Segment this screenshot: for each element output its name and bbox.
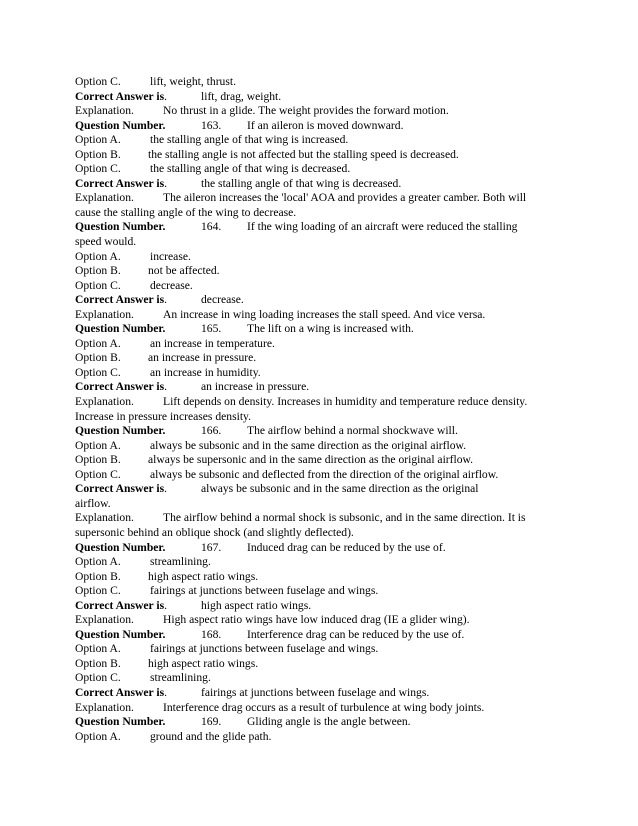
line-label: Option B. (75, 453, 121, 467)
text-line (75, 191, 575, 206)
line-label: Correct Answer is (75, 293, 165, 307)
line-text: Lift depends on density. Increases in humidity and temperature reduce density. (163, 395, 528, 409)
line-text: Interference drag occurs as a result of turbulence at wing body joints. (163, 700, 485, 714)
line-label: Option C. (75, 162, 121, 176)
line-text: streamlining. (150, 671, 211, 685)
continuation-text: airflow. (75, 496, 111, 510)
label-period: . (164, 89, 167, 103)
text-line (75, 293, 575, 308)
question-number: 163. (201, 118, 222, 132)
line-text: The airflow behind a normal shock is subsonic, and in the same direction. It is (163, 511, 526, 525)
text-line (75, 628, 575, 643)
line-text: fairings at junctions between fuselage and wings. (150, 584, 379, 598)
text-line (75, 468, 575, 483)
line-label: Correct Answer is (75, 380, 165, 394)
line-label: Explanation. (75, 191, 134, 205)
text-line (75, 366, 575, 381)
text-line (75, 424, 575, 439)
line-label: Option A. (75, 642, 121, 656)
label-period: . (164, 482, 167, 496)
line-label: Option B. (75, 569, 121, 583)
line-label: Question Number. (75, 118, 166, 132)
text-line (75, 220, 575, 235)
line-label: Explanation. (75, 613, 134, 627)
line-text: Interference drag can be reduced by the use of. (247, 627, 465, 641)
label-period: . (164, 380, 167, 394)
question-number: 165. (201, 322, 222, 336)
text-line (75, 337, 575, 352)
text-line (75, 584, 575, 599)
line-label: Option A. (75, 336, 121, 350)
line-label: Option C. (75, 75, 121, 88)
line-label: Question Number. (75, 322, 166, 336)
text-line (75, 75, 575, 90)
line-label: Explanation. (75, 307, 134, 321)
document-page (75, 75, 575, 744)
text-line (75, 555, 575, 570)
line-text: decrease. (150, 278, 193, 292)
line-text: an increase in temperature. (150, 336, 275, 350)
line-text: high aspect ratio wings. (201, 598, 312, 612)
text-line (75, 570, 575, 585)
line-label: Correct Answer is (75, 482, 165, 496)
text-line (75, 686, 575, 701)
line-label: Option B. (75, 656, 121, 670)
line-text: fairings at junctions between fuselage and wings. (150, 642, 379, 656)
line-text: Induced drag can be reduced by the use of. (247, 540, 446, 554)
line-text: high aspect ratio wings. (148, 656, 259, 670)
text-line (75, 351, 575, 366)
line-text: high aspect ratio wings. (148, 569, 259, 583)
line-label: Option A. (75, 555, 121, 569)
line-text: the stalling angle is not affected but the stalling speed is decreased. (148, 147, 459, 161)
label-period: . (164, 685, 167, 699)
line-label: Option C. (75, 467, 121, 481)
text-line (75, 410, 575, 425)
line-text: an increase in pressure. (201, 380, 310, 394)
text-line (75, 526, 575, 541)
line-text: An increase in wing loading increases the stall speed. And vice versa. (163, 307, 486, 321)
question-number: 166. (201, 424, 222, 438)
line-text: The airflow behind a normal shockwave will. (247, 424, 458, 438)
text-line (75, 497, 575, 512)
text-line (75, 104, 575, 119)
line-label: Option A. (75, 133, 121, 147)
line-text: always be subsonic and deflected from the direction of the original airflow. (150, 467, 499, 481)
line-text: not be affected. (148, 264, 220, 278)
line-label: Option C. (75, 671, 121, 685)
line-label: Correct Answer is (75, 598, 165, 612)
line-label: Option C. (75, 365, 121, 379)
line-label: Explanation. (75, 104, 134, 118)
text-line (75, 657, 575, 672)
line-text: the stalling angle of that wing is increased. (150, 133, 349, 147)
text-line (75, 235, 575, 250)
continuation-text: supersonic behind an oblique shock (and slightly deflected). (75, 525, 354, 539)
text-line (75, 177, 575, 192)
text-line (75, 119, 575, 134)
text-line (75, 511, 575, 526)
line-label: Option B. (75, 264, 121, 278)
text-line (75, 541, 575, 556)
text-line (75, 206, 575, 221)
line-text: decrease. (201, 293, 244, 307)
line-label: Question Number. (75, 715, 166, 729)
question-number: 164. (201, 220, 222, 234)
line-text: fairings at junctions between fuselage and wings. (201, 685, 430, 699)
line-text: increase. (150, 249, 191, 263)
line-label: Question Number. (75, 220, 166, 234)
continuation-text: Increase in pressure increases density. (75, 409, 251, 423)
text-line (75, 90, 575, 105)
text-line (75, 599, 575, 614)
text-line (75, 671, 575, 686)
line-label: Option C. (75, 584, 121, 598)
line-label: Option B. (75, 351, 121, 365)
line-text: If an aileron is moved downward. (247, 118, 404, 132)
line-text: The lift on a wing is increased with. (247, 322, 414, 336)
question-number: 168. (201, 627, 222, 641)
line-text: always be subsonic and in the same direction as the original (201, 482, 479, 496)
text-line (75, 162, 575, 177)
text-line (75, 279, 575, 294)
line-label: Option C. (75, 278, 121, 292)
line-text: The aileron increases the 'local' AOA and provides a greater camber. Both will (163, 191, 527, 205)
text-line (75, 613, 575, 628)
text-line (75, 395, 575, 410)
line-label: Question Number. (75, 424, 166, 438)
text-line (75, 380, 575, 395)
text-line (75, 701, 575, 716)
line-label: Explanation. (75, 511, 134, 525)
question-number: 169. (201, 715, 222, 729)
line-text: always be supersonic and in the same direction as the original airflow. (148, 453, 474, 467)
line-label: Question Number. (75, 540, 166, 554)
line-label: Explanation. (75, 700, 134, 714)
line-text: If the wing loading of an aircraft were reduced the stalling (247, 220, 518, 234)
line-label: Correct Answer is (75, 176, 165, 190)
line-label: Option A. (75, 438, 121, 452)
question-number: 167. (201, 540, 222, 554)
line-text: the stalling angle of that wing is decreased. (150, 162, 351, 176)
line-label: Option A. (75, 729, 121, 743)
line-text: an increase in humidity. (150, 365, 261, 379)
line-label: Correct Answer is (75, 685, 165, 699)
line-text: No thrust in a glide. The weight provides the forward motion. (163, 104, 449, 118)
text-line (75, 642, 575, 657)
text-line (75, 715, 575, 730)
text-line (75, 730, 575, 745)
text-line (75, 250, 575, 265)
continuation-text: speed would. (75, 235, 137, 249)
line-text: High aspect ratio wings have low induced drag (IE a glider wing). (163, 613, 470, 627)
text-line (75, 148, 575, 163)
continuation-text: cause the stalling angle of the wing to decrease. (75, 205, 297, 219)
line-label: Explanation. (75, 395, 134, 409)
line-label: Question Number. (75, 627, 166, 641)
label-period: . (164, 176, 167, 190)
line-text: Gliding angle is the angle between. (247, 715, 411, 729)
text-line (75, 133, 575, 148)
text-line (75, 322, 575, 337)
line-text: lift, drag, weight. (201, 89, 282, 103)
line-text: streamlining. (150, 555, 211, 569)
text-line (75, 453, 575, 468)
label-period: . (164, 293, 167, 307)
line-label: Option B. (75, 147, 121, 161)
line-text: ground and the glide path. (150, 729, 272, 743)
line-text: lift, weight, thrust. (150, 75, 236, 88)
text-line (75, 308, 575, 323)
line-label: Option A. (75, 249, 121, 263)
line-text: an increase in pressure. (148, 351, 257, 365)
line-text: the stalling angle of that wing is decreased. (201, 176, 402, 190)
text-line (75, 482, 575, 497)
text-line (75, 439, 575, 454)
line-text: always be subsonic and in the same direction as the original airflow. (150, 438, 467, 452)
label-period: . (164, 598, 167, 612)
line-label: Correct Answer is (75, 89, 165, 103)
text-line (75, 264, 575, 279)
